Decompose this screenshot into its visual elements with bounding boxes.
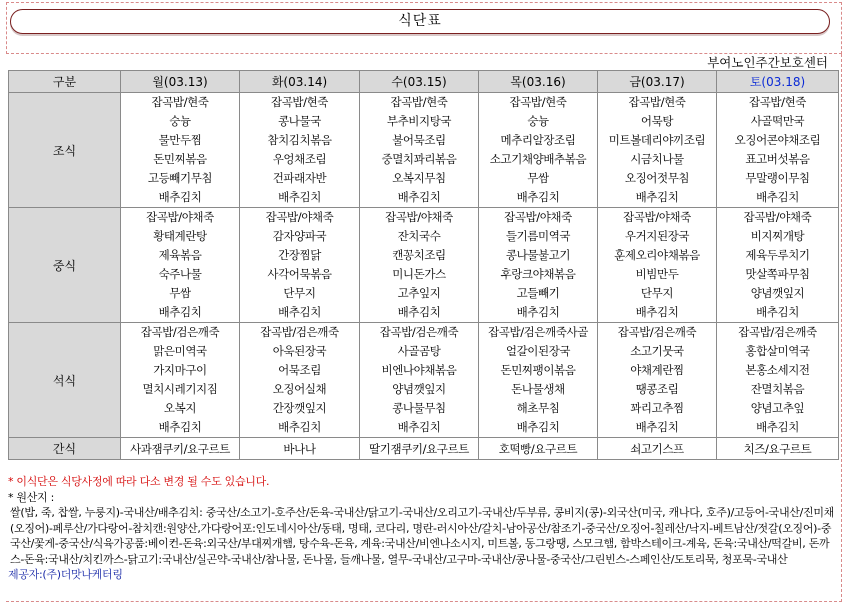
dish-item: 배추김치 — [635, 190, 679, 204]
dish-item: 콩나물국 — [278, 114, 321, 128]
dish-item: 사각어묵볶음 — [267, 267, 332, 281]
dish-item: 잡곡밥/야채죽 — [743, 210, 812, 224]
snack-cell — [479, 438, 598, 460]
dish-item: 비엔나야채볶음 — [381, 363, 457, 377]
supplier-text: 제공자:(주)더맛나케터링 — [8, 568, 123, 581]
dish-item: 야채계란찜 — [630, 363, 684, 377]
dish-item: 배추김치 — [756, 305, 799, 319]
dish-item: 잡곡밥/검은깨죽 — [617, 325, 697, 339]
dish-item: 우거지된장국 — [624, 229, 690, 243]
dish-item: 사골떡만국 — [750, 114, 805, 128]
dish-item: 배추김치 — [158, 420, 202, 434]
dish-item: 미트볼데리야끼조림 — [608, 133, 706, 147]
dish-item: 양념깻잎지 — [392, 382, 446, 396]
dish-item: 숙주나물 — [158, 267, 202, 281]
dish-item: 배추김치 — [278, 305, 321, 319]
menu-title: 식단표 — [10, 9, 830, 34]
menu-cell — [360, 208, 479, 323]
dish-item: 후랑크야채볶음 — [500, 267, 576, 281]
dish-item: 숭늉 — [527, 114, 549, 128]
header-day-wed: 수(03.15) — [360, 71, 479, 93]
dish-item: 양념깻잎지 — [750, 286, 805, 300]
change-warning: * 이식단은 식당사정에 따라 다소 변경 될 수도 있습니다. — [8, 475, 270, 488]
dish-item: 단무지 — [283, 286, 316, 300]
dish-item: 사골곰탕 — [397, 344, 441, 358]
dish-item: 잡곡밥/현죽 — [270, 95, 329, 109]
snack-cell — [240, 438, 360, 460]
dish-item: 배추김치 — [516, 420, 560, 434]
dish-item: 캔꽁치조림 — [392, 248, 446, 262]
dish-item: 멸치시레기지짐 — [142, 382, 218, 396]
center-name: 부여노인주간보호센터 — [707, 55, 828, 70]
snack-row — [9, 438, 839, 460]
menu-cell — [598, 208, 717, 323]
meal-label: 석식 — [9, 323, 121, 438]
header-day-sat: 토(03.18) — [717, 71, 839, 93]
dish-item: 표고버섯볶음 — [745, 152, 810, 166]
menu-cell — [717, 323, 839, 438]
dish-item: 오징어콘야채조림 — [734, 133, 821, 147]
meal-label: 조식 — [9, 93, 121, 208]
dish-item: 잡곡밥/야채죽 — [504, 210, 572, 224]
dish-item: 훈제오리야채볶음 — [614, 248, 700, 262]
meal-row-breakfast — [9, 93, 839, 208]
dish-item: 맑은미역국 — [153, 344, 207, 358]
dish-item: 잡곡밥/현죽 — [748, 95, 807, 109]
dish-item: 제육두루치기 — [745, 248, 810, 262]
dish-item: 양념고추잎 — [750, 401, 805, 415]
dish-item: 잡곡밥/야채죽 — [265, 210, 334, 224]
menu-cell — [240, 323, 360, 438]
dish-item: 숭늉 — [169, 114, 191, 128]
notes-section — [8, 474, 838, 583]
dish-item: 콩나물무침 — [392, 401, 446, 415]
dish-item: 잡곡밥/야채죽 — [385, 210, 453, 224]
dish-item: 배추김치 — [635, 305, 679, 319]
dish-item: 들기름미역국 — [505, 229, 571, 243]
dish-item: 잡곡밥/현죽 — [151, 95, 209, 109]
menu-cell — [479, 323, 598, 438]
dish-item: 콩나물불고기 — [505, 248, 571, 262]
menu-cell — [598, 323, 717, 438]
snack-cell — [121, 438, 240, 460]
dish-item: 배추김치 — [278, 420, 321, 434]
dish-item: 어묵탕 — [640, 114, 674, 128]
dish-item: 고등빼기무침 — [147, 171, 213, 185]
dish-item: 잡곡밥/현죽 — [628, 95, 686, 109]
dish-item: 고추잎지 — [397, 286, 441, 300]
dish-item: 배추김치 — [516, 305, 560, 319]
menu-cell — [479, 208, 598, 323]
dish-item: 우엉채조림 — [272, 152, 327, 166]
dish-item: 얼갈이된장국 — [505, 344, 571, 358]
meal-row-lunch — [9, 208, 839, 323]
snack-item: 사과잼쿠키/요구르트 — [130, 441, 230, 456]
dish-item: 미니돈가스 — [392, 267, 446, 281]
dish-item: 중멸치꽈리볶음 — [381, 152, 457, 166]
menu-cell — [240, 93, 360, 208]
dish-item: 황태계란탕 — [153, 229, 207, 243]
dish-item: 비지찌개탕 — [750, 229, 805, 243]
dish-item: 돈민찌볶음 — [153, 152, 207, 166]
dish-item: 잡곡밥/야채죽 — [146, 210, 214, 224]
snack-item: 딸기잼쿠키/요구르트 — [369, 441, 469, 456]
dish-item: 배추김치 — [278, 190, 321, 204]
dish-item: 불어묵조림 — [392, 133, 446, 147]
dish-item: 배추김치 — [397, 305, 441, 319]
dish-item: 잡곡밥/현죽 — [509, 95, 567, 109]
header-day-mon: 월(03.13) — [121, 71, 240, 93]
menu-cell — [598, 93, 717, 208]
origin-title: * 원산지 : — [8, 490, 54, 504]
dish-item: 배추김치 — [635, 420, 679, 434]
dish-item: 잔치국수 — [397, 229, 441, 243]
snack-cell — [598, 438, 717, 460]
dish-item: 소고기뭇국 — [630, 344, 684, 358]
dish-item: 간장깻잎지 — [272, 401, 327, 415]
menu-cell — [121, 208, 240, 323]
menu-cell — [121, 323, 240, 438]
dish-item: 잡곡밥/검은깨죽 — [379, 325, 459, 339]
dish-item: 단무지 — [640, 286, 674, 300]
dish-item: 비빔만두 — [635, 267, 679, 281]
header-day-tue: 화(03.14) — [240, 71, 360, 93]
snack-item: 바나나 — [283, 441, 316, 456]
dish-item: 메추리알장조림 — [500, 133, 576, 147]
dish-item: 잡곡밥/검은깨죽 — [738, 325, 817, 339]
dish-item: 배추김치 — [158, 190, 202, 204]
dish-item: 오징어젓무침 — [624, 171, 690, 185]
dish-item: 잔멸치볶음 — [750, 382, 805, 396]
dish-item: 감자양파국 — [272, 229, 327, 243]
menu-cell — [479, 93, 598, 208]
dish-item: 배추김치 — [756, 420, 799, 434]
origin-text: 쌀(밥, 죽, 찹쌀, 누룽지)-국내산/배추김치: 중국산/소고기-호주산/돈육-국내산/닭고기-국내산/오리고기-국내산/두부류, 콩비지(콩)-외국산(미국, 캐나다, 호주)/고등어-국내산/진미채(오징어)-페루산/가다랑어-참치캔:원양산,가다랑어포:인도네시아산/동태, 명태, 코다리, 명란-러시아산/갈치-남아공산/참조기-중국산/오징어-칠레산/낙지-베트남산/젓갈(오징어)-중국산/꽃게-중국산/식육가공품:베이컨-돈육:외국산/부대찌개햄, 탕수육-돈육, 계육:국내산/비엔나소시지, 미트볼, 동그랑땡, 스모크햄, 함박스테이크-계육, 돈육:국내산/떡갈비, 돈까스-돈육:국내산/치킨까스-닭고기:국내산/실곤약-국내산/참나물, 돈나물, 들깨나물, 열무-국내산/고구마-국내산/콩나물-중국산/그린빈스-스페인산/도토리묵, 청포묵-국내산 — [10, 506, 835, 566]
dish-item: 잡곡밥/야채죽 — [623, 210, 691, 224]
dish-item: 오징어실채 — [272, 382, 327, 396]
snack-label: 간식 — [9, 438, 121, 460]
header-day-fri: 금(03.17) — [598, 71, 717, 93]
dish-item: 땡콩조림 — [635, 382, 679, 396]
dish-item: 잡곡밥/검은깨죽 — [140, 325, 220, 339]
menu-cell — [717, 93, 839, 208]
dish-item: 아욱된장국 — [272, 344, 327, 358]
dish-item: 무말랭이무침 — [745, 171, 810, 185]
dish-item: 배추김치 — [158, 305, 202, 319]
snack-item: 쇠고기스프 — [630, 441, 684, 456]
dish-item: 무쌈 — [527, 171, 549, 185]
dish-item: 배추김치 — [516, 190, 560, 204]
dish-item: 참치김치볶음 — [267, 133, 332, 147]
dish-item: 가지마구이 — [153, 363, 207, 377]
dish-item: 무쌈 — [169, 286, 191, 300]
weekly-menu-table — [8, 70, 839, 460]
dish-item: 꽈리고추찜 — [630, 401, 684, 415]
dish-item: 오복지 — [163, 401, 197, 415]
dish-item: 제육볶음 — [158, 248, 202, 262]
dish-item: 어묵조림 — [278, 363, 321, 377]
dish-item: 물만두찜 — [158, 133, 202, 147]
menu-cell — [360, 323, 479, 438]
dish-item: 부추비지탕국 — [386, 114, 452, 128]
dish-item: 배추김치 — [397, 190, 441, 204]
dish-item: 고들빼기 — [516, 286, 560, 300]
meal-label: 중식 — [9, 208, 121, 323]
header-category: 구분 — [9, 71, 121, 93]
snack-cell — [717, 438, 839, 460]
dish-item: 배추김치 — [397, 420, 441, 434]
snack-cell — [360, 438, 479, 460]
dish-item: 홍합살미역국 — [745, 344, 810, 358]
snack-item: 치즈/요구르트 — [743, 441, 812, 456]
meal-row-dinner — [9, 323, 839, 438]
dish-item: 잡곡밥/검은깨죽사골 — [488, 325, 588, 339]
dish-item: 잡곡밥/현죽 — [390, 95, 448, 109]
dish-item: 소고기채양배추볶음 — [489, 152, 587, 166]
dish-item: 간장찜닭 — [278, 248, 321, 262]
dish-item: 잡곡밥/검은깨죽 — [260, 325, 339, 339]
header-row — [9, 71, 839, 93]
dish-item: 본홍소세지전 — [745, 363, 810, 377]
dish-item: 돈민찌팽이볶음 — [500, 363, 576, 377]
menu-cell — [240, 208, 360, 323]
dish-item: 오복지무침 — [392, 171, 446, 185]
header-day-thu: 목(03.16) — [479, 71, 598, 93]
menu-cell — [360, 93, 479, 208]
menu-cell — [121, 93, 240, 208]
dish-item: 맛살쪽파무침 — [745, 267, 810, 281]
dish-item: 돈나물생채 — [511, 382, 565, 396]
dish-item: 시금치나물 — [630, 152, 684, 166]
snack-item: 호떡빵/요구르트 — [498, 441, 578, 456]
dish-item: 해초무침 — [516, 401, 560, 415]
menu-cell — [717, 208, 839, 323]
dish-item: 배추김치 — [756, 190, 799, 204]
dish-item: 건파래자반 — [272, 171, 327, 185]
